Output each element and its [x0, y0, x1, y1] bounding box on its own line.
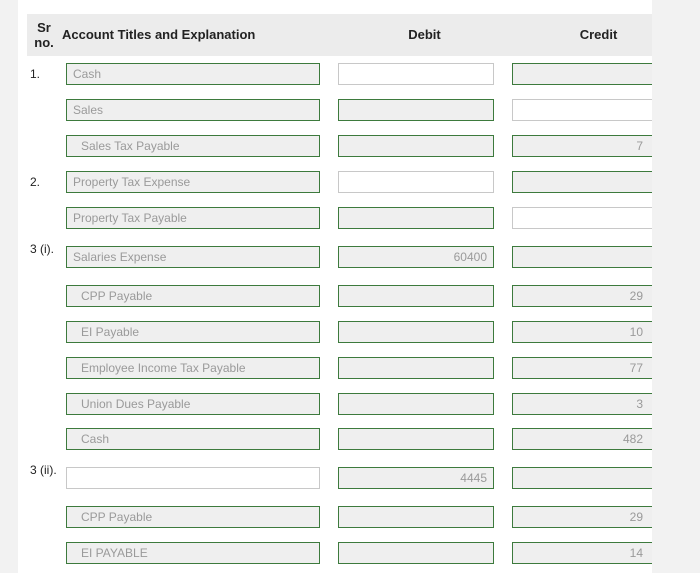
- account-field[interactable]: CPP Payable: [66, 506, 320, 528]
- account-field[interactable]: CPP Payable: [66, 285, 320, 307]
- credit-field[interactable]: [512, 171, 652, 193]
- debit-field[interactable]: [338, 99, 494, 121]
- debit-field[interactable]: [338, 135, 494, 157]
- debit-field[interactable]: [338, 542, 494, 564]
- debit-field[interactable]: [338, 207, 494, 229]
- credit-field[interactable]: 7: [512, 135, 652, 157]
- credit-field[interactable]: 482: [512, 428, 652, 450]
- account-field[interactable]: Sales Tax Payable: [66, 135, 320, 157]
- journal-entry-panel: [18, 0, 652, 573]
- credit-field[interactable]: [512, 99, 652, 121]
- credit-field[interactable]: [512, 207, 652, 229]
- debit-field[interactable]: [338, 428, 494, 450]
- account-field[interactable]: Salaries Expense: [66, 246, 320, 268]
- debit-field[interactable]: [338, 285, 494, 307]
- credit-field[interactable]: [512, 63, 652, 85]
- debit-field[interactable]: 4445: [338, 467, 494, 489]
- debit-field[interactable]: [338, 321, 494, 343]
- credit-field[interactable]: 77: [512, 357, 652, 379]
- account-field[interactable]: Property Tax Payable: [66, 207, 320, 229]
- account-field[interactable]: [66, 467, 320, 489]
- row-sr: 3 (i).: [30, 242, 54, 256]
- sr-no-header: Sr no.: [34, 20, 54, 50]
- account-field[interactable]: EI Payable: [66, 321, 320, 343]
- debit-field[interactable]: 60400: [338, 246, 494, 268]
- debit-header: Debit: [408, 27, 441, 42]
- credit-field[interactable]: 3: [512, 393, 652, 415]
- account-field[interactable]: Cash: [66, 428, 320, 450]
- credit-field[interactable]: [512, 467, 652, 489]
- debit-field[interactable]: [338, 357, 494, 379]
- debit-field[interactable]: [338, 63, 494, 85]
- debit-field[interactable]: [338, 506, 494, 528]
- account-titles-header: Account Titles and Explanation: [62, 27, 256, 42]
- account-field[interactable]: Union Dues Payable: [66, 393, 320, 415]
- credit-field[interactable]: 10: [512, 321, 652, 343]
- account-field[interactable]: EI PAYABLE: [66, 542, 320, 564]
- debit-field[interactable]: [338, 393, 494, 415]
- row-sr: 1.: [30, 67, 41, 81]
- account-field[interactable]: Cash: [66, 63, 320, 85]
- credit-field[interactable]: 14: [512, 542, 652, 564]
- credit-field[interactable]: 29: [512, 506, 652, 528]
- account-field[interactable]: Sales: [66, 99, 320, 121]
- credit-field[interactable]: 29: [512, 285, 652, 307]
- credit-field[interactable]: [512, 246, 652, 268]
- row-sr: 3 (ii).: [30, 463, 57, 477]
- row-sr: 2.: [30, 175, 41, 189]
- account-field[interactable]: Property Tax Expense: [66, 171, 320, 193]
- credit-header: Credit: [579, 27, 618, 42]
- account-field[interactable]: Employee Income Tax Payable: [66, 357, 320, 379]
- debit-field[interactable]: [338, 171, 494, 193]
- table-header: [27, 14, 652, 56]
